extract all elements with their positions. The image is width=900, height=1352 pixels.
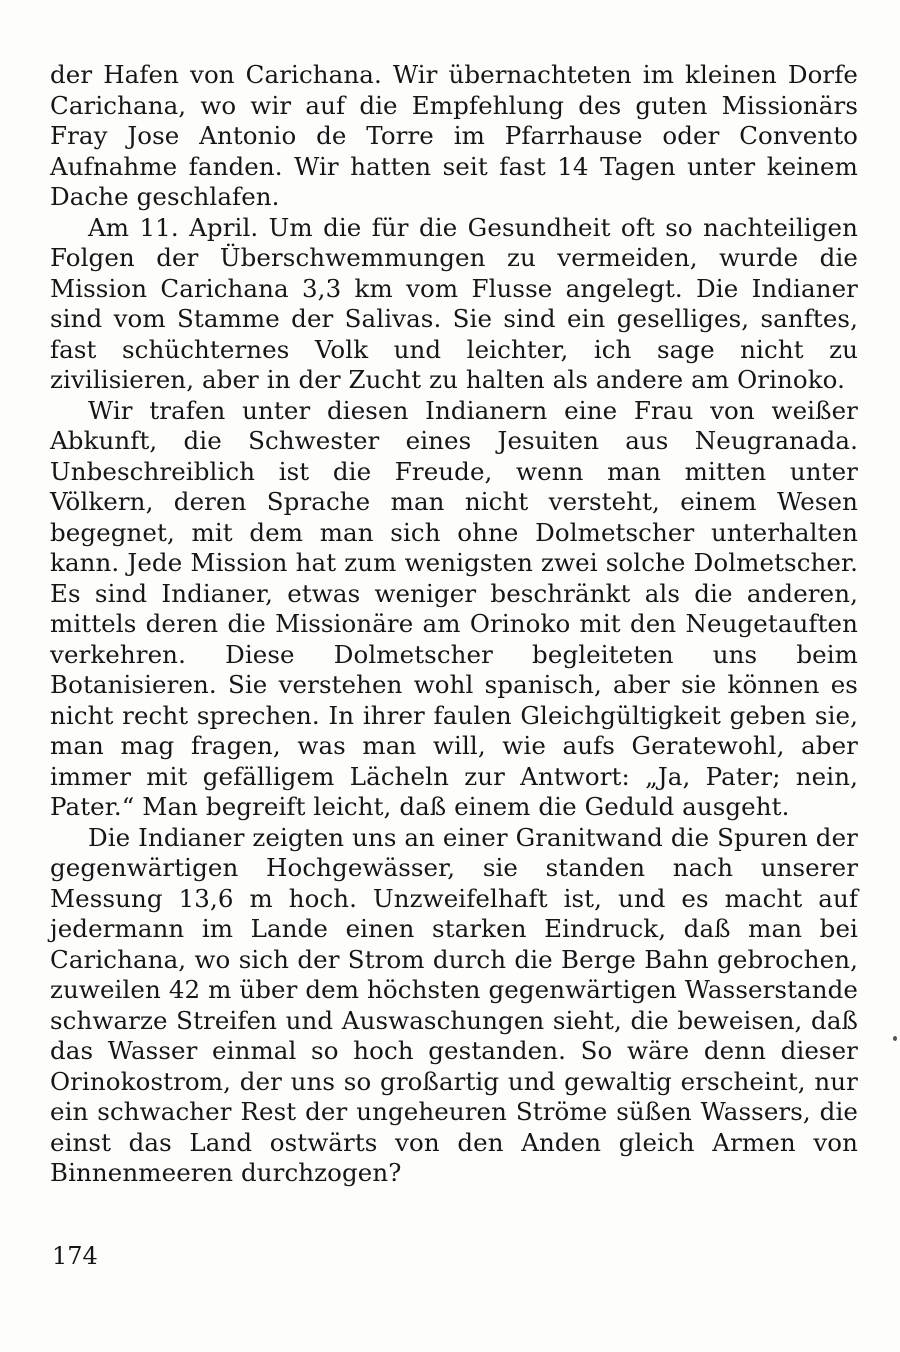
paper-speck [893, 1036, 897, 1041]
page-number: 174 [52, 1242, 98, 1270]
paragraph-april-11: Am 11. April. Um die für die Gesundheit oft so nachteiligen Folgen der Überschwemmungen zu vermeiden, wurde die Mission Carichana 3,3 km vom Flusse angelegt. Die Indianer sind vom Stamme der Salivas. Sie sind ein geselliges, sanftes, fast schüchternes Volk und leichter, ich sage nicht zu zivilisieren, aber in der Zucht zu halten als andere am Orinoko. [50, 212, 858, 394]
paragraph-interpreters: Wir trafen unter diesen Indianern eine Frau von weißer Abkunft, die Schwester eines Jesuiten aus Neugranada. Unbeschreiblich ist die Freude, wenn man mitten unter Völkern, deren Sprache man nicht versteht, einem Wesen begegnet, mit dem man sich ohne Dolmetscher unterhalten kann. Jede Mission hat zum wenigsten zwei solche Dolmetscher. Es sind Indianer, etwas weniger beschränkt als die anderen, mittels deren die Missionäre am Orinoko mit den Neugetauften verkehren. Diese Dolmetscher begleiteten uns beim Botanisieren. Sie verstehen wohl spanisch, aber sie können es nicht recht sprechen. In ihrer faulen Gleichgültigkeit geben sie, man mag fragen, was man will, wie aufs Geratewohl, aber immer mit gefälligem Lächeln zur Antwort: „Ja, Pater; nein, Pater.“ Man begreift leicht, daß einem die Geduld ausgeht. [50, 395, 858, 821]
paragraph-granite-wall: Die Indianer zeigten uns an einer Granitwand die Spuren der gegenwärtigen Hochgewässer, sie standen nach unserer Messung 13,6 m hoch. Unzweifelhaft ist, und es macht auf jedermann im Lande einen starken Eindruck, daß man bei Carichana, wo sich der Strom durch die Berge Bahn gebrochen, zuweilen 42 m über dem höchsten gegenwärtigen Wasserstande schwarze Streifen und Auswaschungen sieht, die beweisen, daß das Wasser einmal so hoch gestanden. So wäre denn dieser Orinokostrom, der uns so großartig und gewaltig erscheint, nur ein schwacher Rest der ungeheuren Ströme süßen Wassers, die einst das Land ostwärts von den Anden gleich Armen von Binnenmeeren durchzogen? [50, 822, 858, 1187]
body-text [50, 60, 858, 1189]
paragraph-continuation: der Hafen von Carichana. Wir übernachteten im kleinen Dorfe Carichana, wo wir auf die Empfehlung des guten Missionärs Fray Jose Antonio de Torre im Pfarrhause oder Convento Aufnahme fanden. Wir hatten seit fast 14 Tagen unter keinem Dache geschlafen. [50, 60, 858, 211]
